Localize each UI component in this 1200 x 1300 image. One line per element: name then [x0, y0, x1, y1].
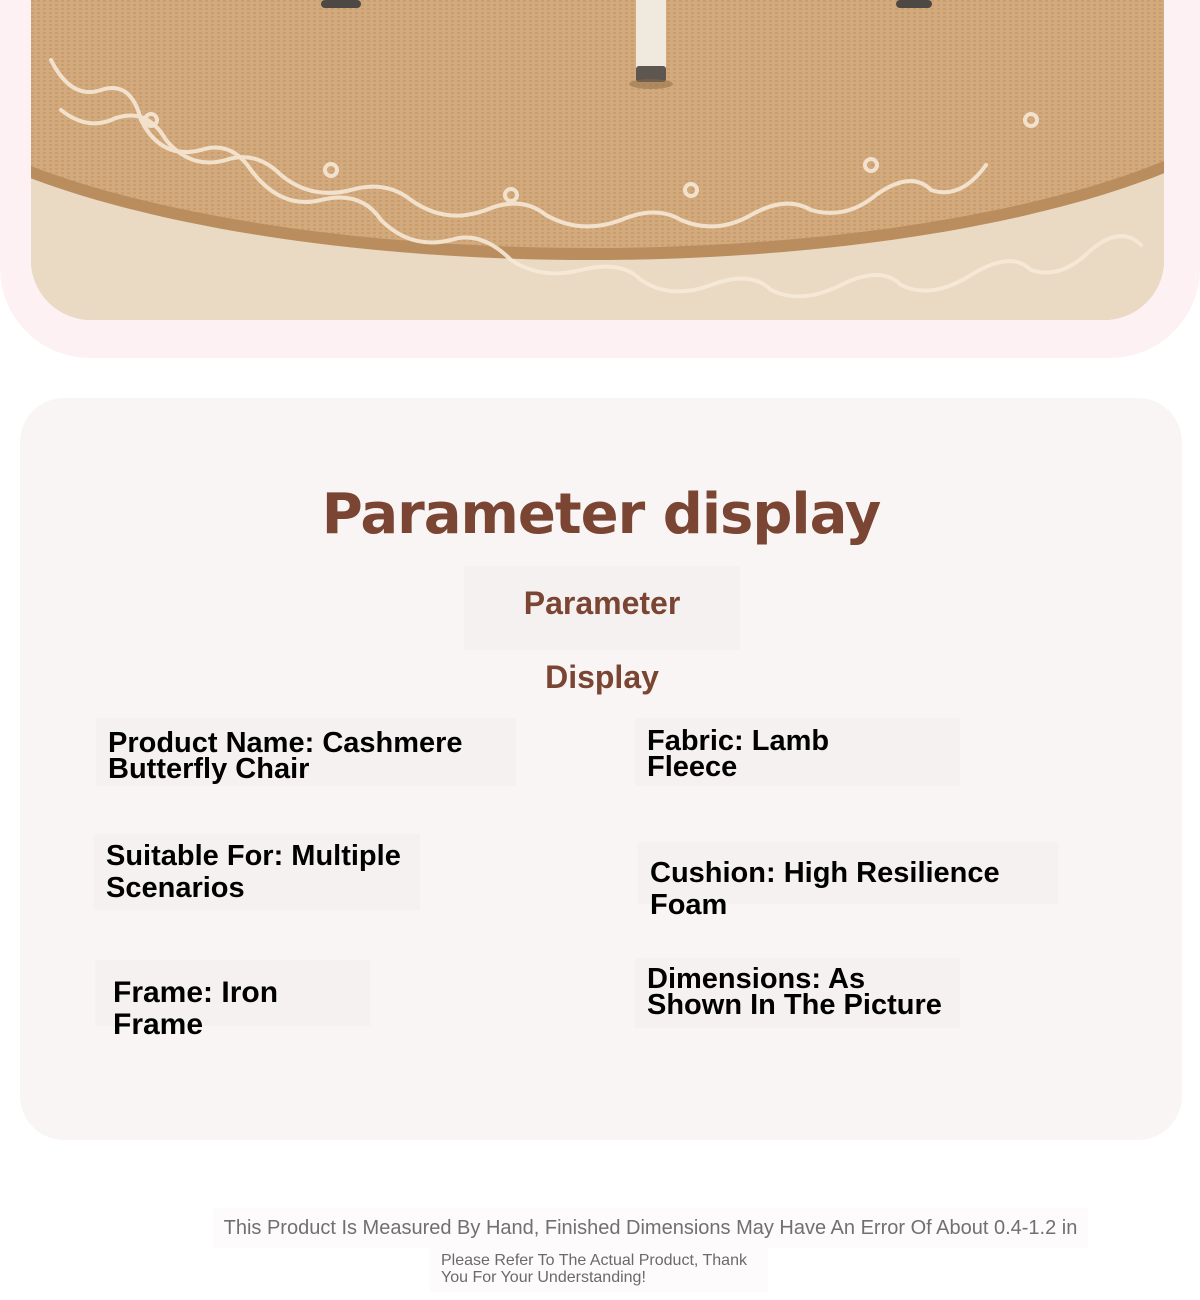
spec-line: Suitable For: Multiple	[106, 840, 401, 872]
spec-line: Product Name: Cashmere	[108, 727, 463, 759]
spec-line: Scenarios	[106, 872, 245, 904]
rug-illustration	[31, 0, 1164, 320]
parameter-title: Parameter display	[321, 482, 881, 547]
refer-note-line: Please Refer To The Actual Product, Thank	[441, 1252, 747, 1269]
spec-frame	[95, 960, 370, 1041]
parameter-subtitle: Parameter Display	[464, 566, 740, 650]
rug-photo	[31, 0, 1164, 320]
spec-line: Frame: Iron Frame	[113, 976, 279, 1041]
spec-fabric	[635, 718, 960, 786]
spec-product-name	[96, 718, 516, 786]
spec-line: Shown In The Picture	[647, 989, 942, 1021]
spec-dimensions	[635, 958, 960, 1028]
spec-cushion	[638, 842, 1058, 921]
parameter-card	[20, 398, 1182, 1140]
refer-note	[430, 1248, 768, 1292]
refer-note-line: You For Your Understanding!	[441, 1269, 646, 1286]
spec-line: Cushion: High Resilience Foam	[650, 857, 1000, 921]
measurement-note: This Product Is Measured By Hand, Finished Dimensions May Have An Error Of About 0.4-1.2 in	[213, 1208, 1088, 1248]
spec-suitable-for	[94, 834, 420, 910]
spec-line: Fleece	[647, 751, 738, 783]
spec-line: Dimensions: As	[647, 963, 866, 995]
spec-line: Butterfly Chair	[108, 753, 310, 785]
hero-frame	[0, 0, 1200, 358]
spec-line: Fabric: Lamb	[647, 725, 830, 757]
